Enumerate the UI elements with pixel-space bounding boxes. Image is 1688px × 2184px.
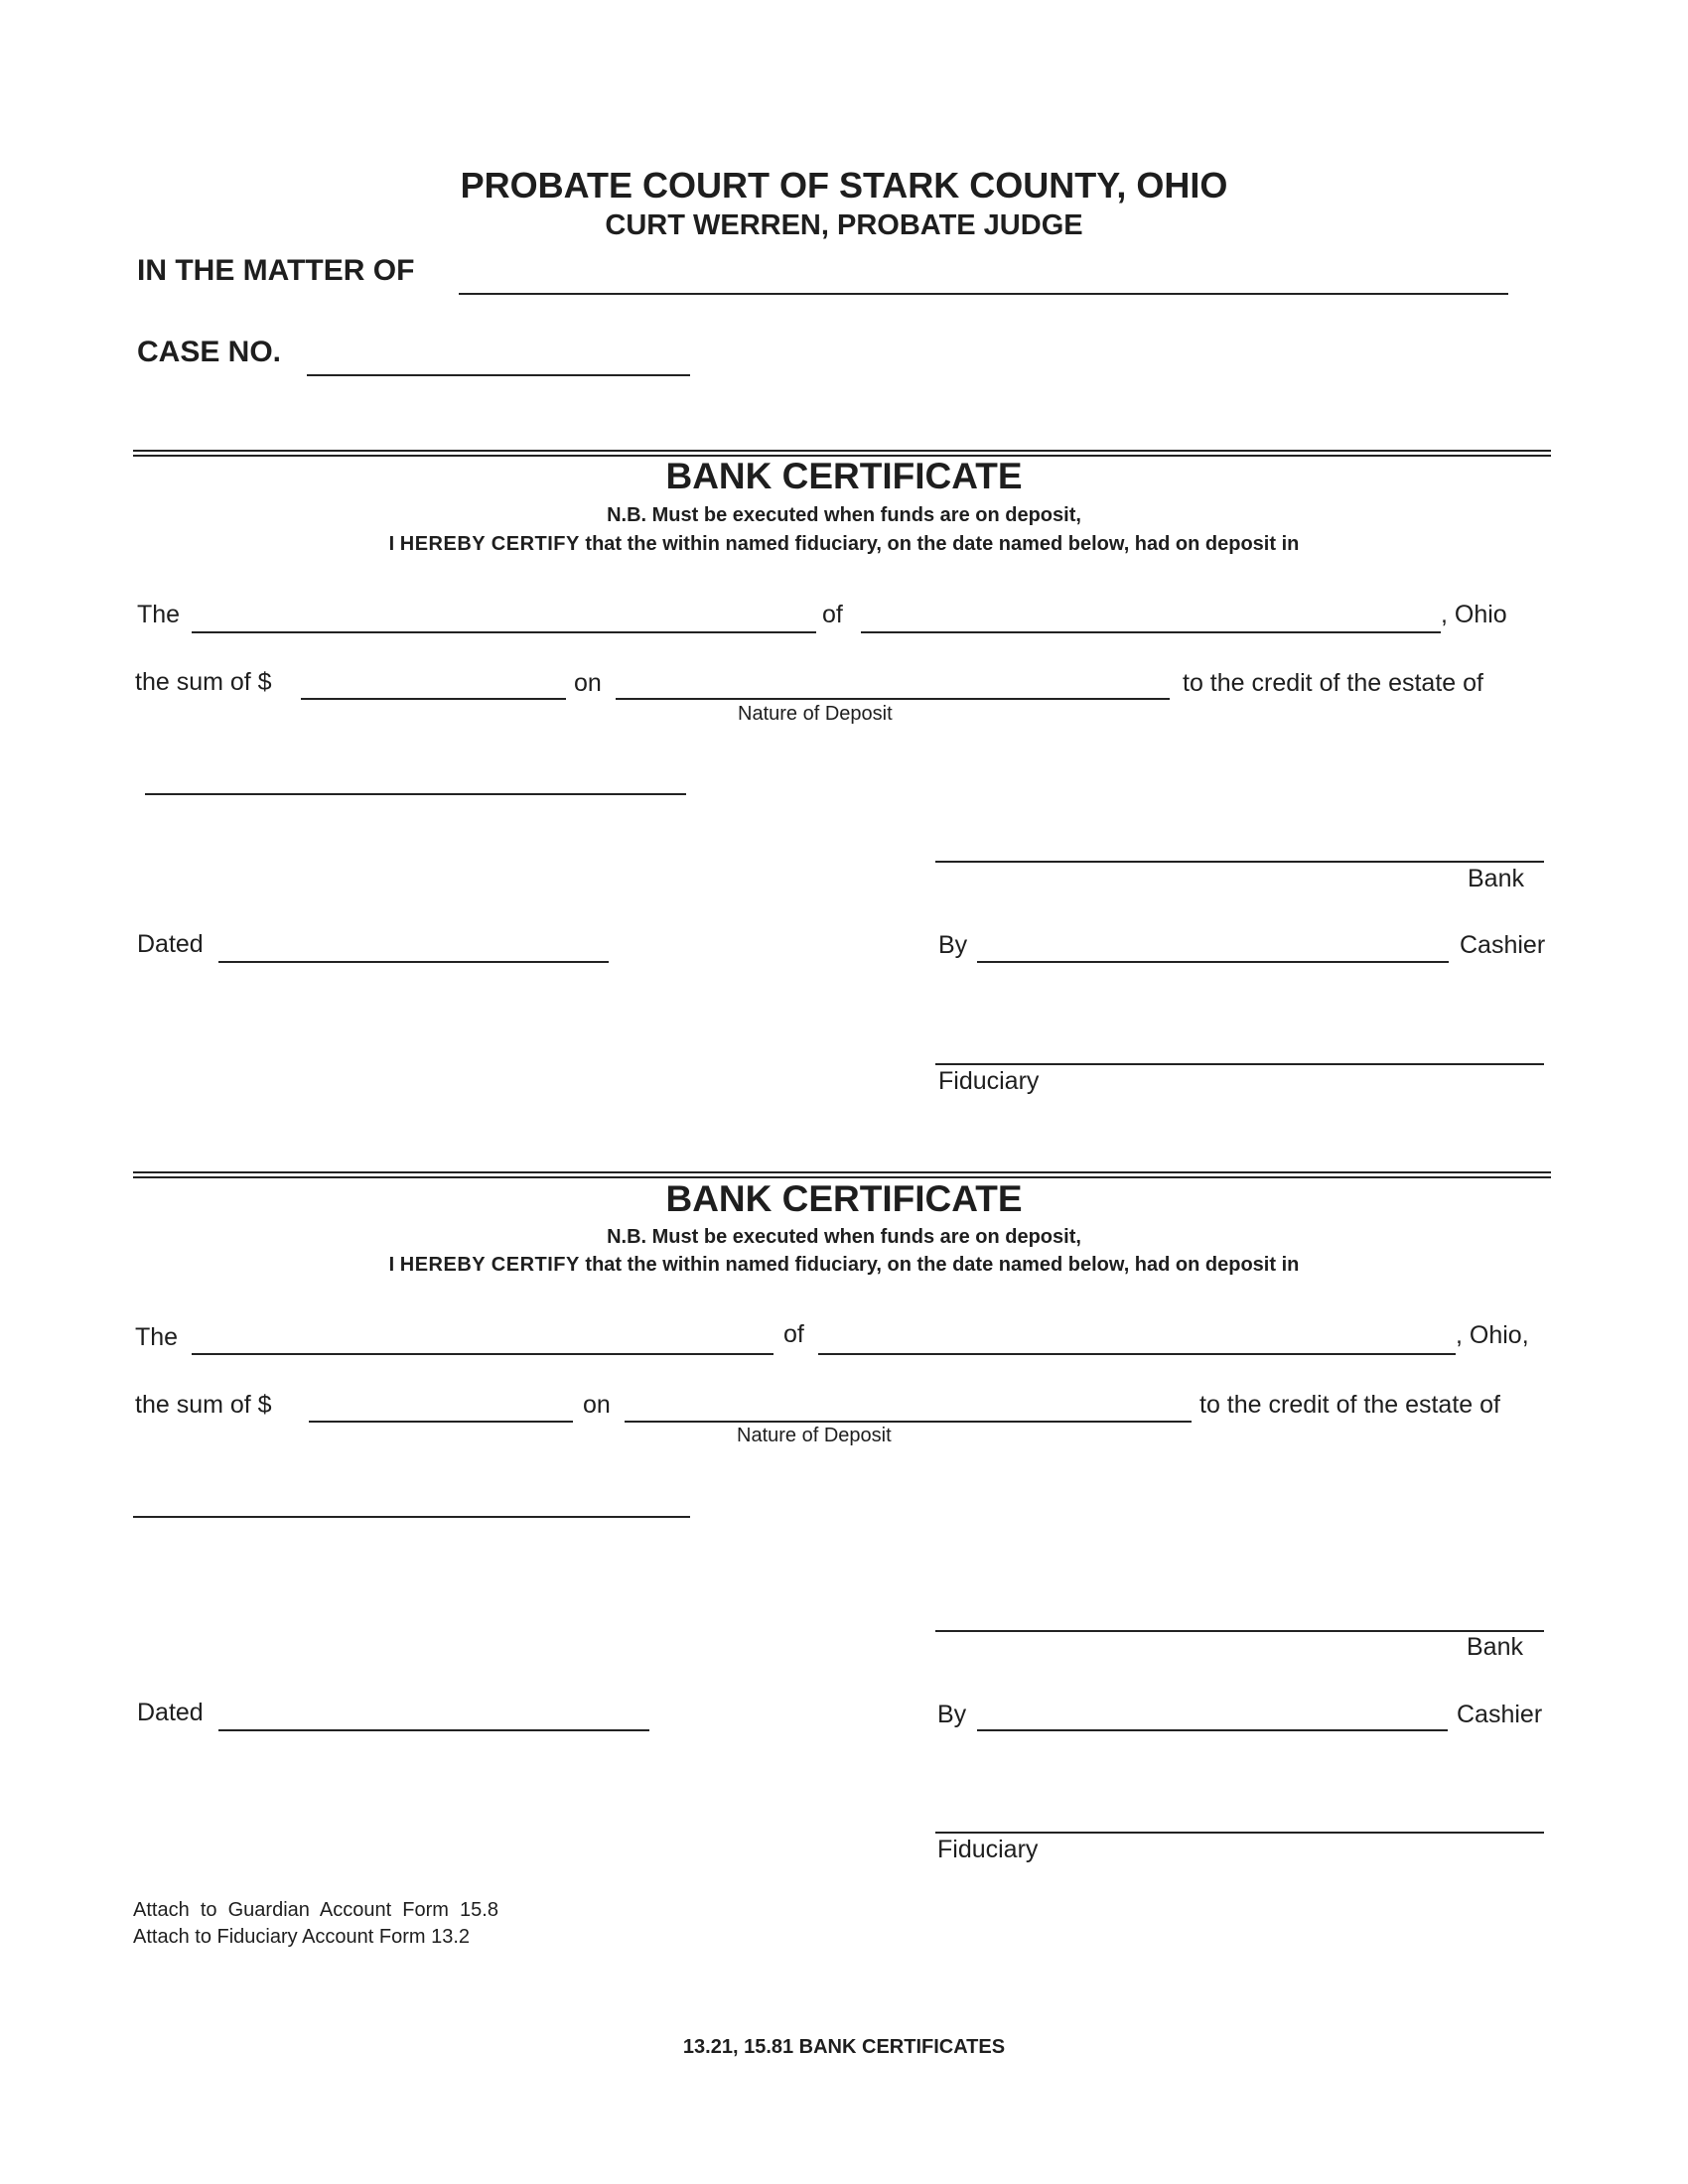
court-title: PROBATE COURT OF STARK COUNTY, OHIO bbox=[460, 165, 1228, 205]
nature-of-deposit-field[interactable] bbox=[616, 698, 1170, 700]
form-footer: 13.21, 15.81 BANK CERTIFICATES bbox=[682, 2036, 1006, 2058]
ohio-label: , Ohio bbox=[1441, 601, 1507, 628]
amount-field[interactable] bbox=[301, 698, 566, 700]
cashier-signature-field[interactable] bbox=[977, 961, 1449, 963]
judge-name: CURT WERREN, PROBATE JUDGE bbox=[605, 209, 1083, 241]
credit-label: to the credit of the estate of bbox=[1183, 669, 1483, 697]
bank-label: Bank bbox=[1468, 865, 1524, 892]
the-label: The bbox=[137, 601, 181, 628]
sum-label: the sum of $ bbox=[135, 1391, 272, 1419]
dated-field[interactable] bbox=[218, 961, 609, 963]
fiduciary-signature-field[interactable] bbox=[935, 1832, 1544, 1834]
nature-of-deposit-caption: Nature of Deposit bbox=[737, 1425, 892, 1446]
nature-of-deposit-caption: Nature of Deposit bbox=[738, 703, 893, 725]
cashier-label: Cashier bbox=[1460, 931, 1546, 959]
sum-label: the sum of $ bbox=[135, 668, 272, 696]
the-label: The bbox=[135, 1323, 179, 1351]
estate-name-field[interactable] bbox=[133, 1516, 690, 1518]
of-label: of bbox=[822, 601, 843, 628]
certify-statement: I HEREBY CERTIFY that the within named fiduciary, on the date named below, had on deposit in bbox=[388, 533, 1300, 555]
fiduciary-label: Fiduciary bbox=[937, 1836, 1039, 1863]
case-label: CASE NO. bbox=[137, 336, 282, 368]
nb-note: N.B. Must be executed when funds are on deposit, bbox=[607, 504, 1081, 526]
bank-label: Bank bbox=[1467, 1633, 1523, 1661]
dated-field[interactable] bbox=[218, 1729, 649, 1731]
dated-label: Dated bbox=[137, 930, 204, 958]
section-divider bbox=[133, 1171, 1551, 1178]
city-field[interactable] bbox=[861, 631, 1441, 633]
certificate-title: BANK CERTIFICATE bbox=[665, 1178, 1023, 1219]
bank-name-field[interactable] bbox=[192, 1353, 774, 1355]
by-label: By bbox=[938, 931, 968, 959]
credit-label: to the credit of the estate of bbox=[1199, 1391, 1500, 1419]
bank-signature-field[interactable] bbox=[935, 1630, 1544, 1632]
certificate-title: BANK CERTIFICATE bbox=[665, 456, 1023, 496]
fiduciary-label: Fiduciary bbox=[938, 1067, 1040, 1095]
bank-name-field[interactable] bbox=[192, 631, 816, 633]
matter-field[interactable] bbox=[459, 293, 1508, 295]
of-label: of bbox=[783, 1320, 804, 1348]
fiduciary-signature-field[interactable] bbox=[935, 1063, 1544, 1065]
on-label: on bbox=[574, 669, 602, 697]
attach-guardian-note: Attach to Guardian Account Form 15.8 bbox=[133, 1899, 498, 1921]
attach-fiduciary-note: Attach to Fiduciary Account Form 13.2 bbox=[133, 1926, 471, 1948]
case-number-field[interactable] bbox=[307, 374, 690, 376]
ohio-label: , Ohio, bbox=[1456, 1321, 1529, 1349]
nb-note: N.B. Must be executed when funds are on deposit, bbox=[607, 1226, 1081, 1248]
estate-name-field[interactable] bbox=[145, 793, 686, 795]
matter-label: IN THE MATTER OF bbox=[137, 254, 415, 287]
bank-signature-field[interactable] bbox=[935, 861, 1544, 863]
cashier-signature-field[interactable] bbox=[977, 1729, 1448, 1731]
by-label: By bbox=[937, 1701, 967, 1728]
cashier-label: Cashier bbox=[1457, 1701, 1543, 1728]
city-field[interactable] bbox=[818, 1353, 1456, 1355]
certify-statement: I HEREBY CERTIFY that the within named fiduciary, on the date named below, had on deposit in bbox=[388, 1254, 1300, 1276]
on-label: on bbox=[583, 1391, 611, 1419]
dated-label: Dated bbox=[137, 1699, 204, 1726]
amount-field[interactable] bbox=[309, 1421, 573, 1423]
nature-of-deposit-field[interactable] bbox=[625, 1421, 1192, 1423]
